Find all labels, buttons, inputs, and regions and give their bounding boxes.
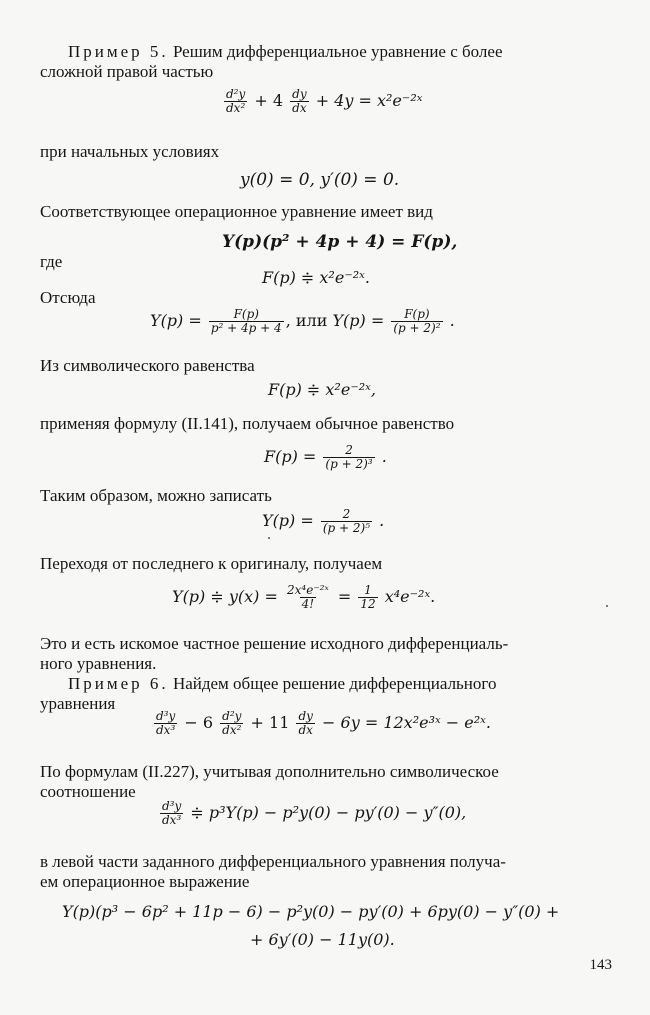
F-definition: F(p) ≑ x²e⁻²ˣ. [262, 268, 370, 287]
Y-expression: Y(p) = $\frac{F(p)}{\text{p² + 4p + 4}}$ , или Y(p) = $\frac{F(p)}{\text{(p + 2)²}}$ . [150, 307, 455, 335]
operational-expression-line2: + 6y′(0) − 11y(0). [250, 930, 395, 949]
operational-expression-line1: Y(p)(p³ − 6p² + 11p − 6) − p²y(0) − py′(0) + 6py(0) − y″(0) + [62, 902, 560, 921]
Y-final: Y(p) = $\frac{2}{\text{(p + 2)⁵}}$ . [262, 507, 385, 535]
symbolic-relation: $\frac{\text{d³y}}{\text{dx³}}$ ≑ p³Y(p) − p²y(0) − py′(0) − y″(0), [162, 799, 467, 827]
fraction-d2y-dx2: $\frac{\text{d²y}}{\text{dx²}}$ [226, 87, 246, 115]
initial-conditions: y(0) = 0, y′(0) = 0. [240, 170, 400, 190]
fraction-dy-dx: $\frac{dy}{dx}$ [292, 87, 307, 115]
left-part-line2: ем операционное выражение [40, 872, 250, 891]
left-part-line1: в левой части заданного дифференциального уравнения получа- [40, 852, 506, 871]
F-equality: F(p) = $\frac{2}{\text{(p + 2)³}}$ . [264, 443, 387, 471]
ode-example6: $\frac{\text{d³y}}{\text{dx³}}$ − 6 $\frac{\text{d²y}}{\text{dx²}}$ + 11 $\frac{dy}{dx}$ − 6y = 12x²e³ˣ − e²ˣ. [156, 709, 491, 737]
ode-example5: $\frac{\text{d²y}}{\text{dx²}}$ + 4 $\frac{dy}{dx}$ + 4y = x²e⁻²ˣ [226, 87, 423, 115]
example5-label: Пример 5. [68, 42, 169, 61]
hence-label: Отсюда [40, 288, 96, 307]
example6-text-cont: уравнения [40, 694, 116, 713]
page-number: 143 [589, 957, 612, 973]
example5-heading-line [68, 42, 503, 62]
conclusion-line1: Это и есть искомое частное решение исходного дифференциаль- [40, 634, 509, 653]
original-intro: Переходя от последнего к оригиналу, получаем [40, 554, 383, 573]
original-solution: Y(p) ≑ y(x) = $\frac{\text{2x⁴e⁻²ˣ}}{4!}$ = $\frac{1}{12}$ x⁴e⁻²ˣ. [172, 583, 436, 611]
thus-label: Таким образом, можно записать [40, 486, 272, 505]
example5-text-cont: сложной правой частью [40, 62, 214, 81]
example5-text: Решим дифференциальное уравнение с более [168, 42, 503, 61]
example6-label: Пример 6. [68, 674, 169, 693]
example6-text: Найдем общее решение дифференциального [168, 674, 497, 693]
formula-intro: применяя формулу (II.141), получаем обычное равенство [40, 414, 455, 433]
print-speck [606, 605, 608, 607]
symbolic-intro: Из символического равенства [40, 356, 255, 375]
where-label: где [40, 252, 63, 271]
conditions-label: при начальных условиях [40, 142, 220, 161]
example6-heading-line [68, 674, 496, 694]
conclusion-line2: ного уравнения. [40, 654, 157, 673]
print-speck [268, 537, 270, 539]
F-definition-repeat: F(p) ≑ x²e⁻²ˣ, [268, 380, 376, 399]
example6-formula-intro-2: соотношение [40, 782, 136, 801]
operational-intro: Соответствующее операционное уравнение имеет вид [40, 202, 433, 221]
operational-equation: Y(p)(p² + 4p + 4) = F(p), [222, 232, 458, 252]
example6-formula-intro-1: По формулам (II.227), учитывая дополнительно символическое [40, 762, 499, 781]
